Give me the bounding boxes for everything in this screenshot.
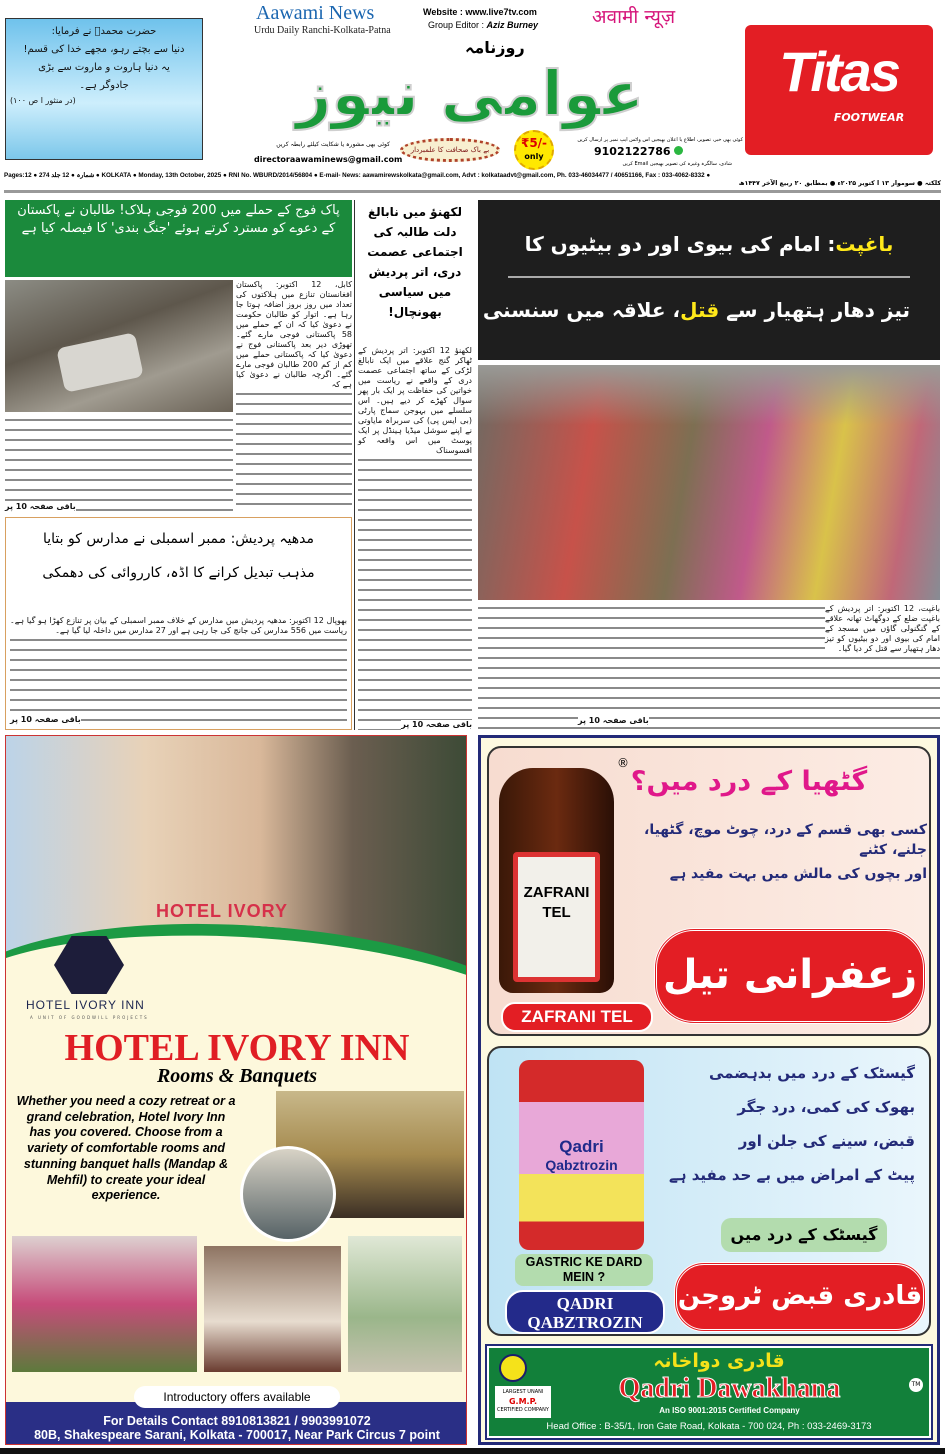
slogan-badge: بے باک صحافت کا علمبردار: [400, 138, 500, 162]
bottom-rule: [0, 1448, 945, 1454]
dawakhana-title-en: Qadri Dawakhana: [618, 1373, 841, 1404]
zafrani-body-1: کسی بھی قسم کے درد، چوٹ موچ، گٹھیا، جلنے، کٹنے: [644, 822, 927, 858]
divider: [4, 190, 941, 193]
zafrani-body-2: اور بچوں کی مالش میں بہت مفید ہے: [669, 866, 927, 882]
editor-name: Aziz Burney: [486, 20, 539, 30]
website: Website : www.live7tv.com: [423, 7, 537, 17]
price-badge: [514, 130, 554, 170]
quote-source: (در منثور ا ص ۱۰۰): [10, 96, 76, 105]
dawakhana-title-urdu: قادری دواخانہ: [653, 1350, 785, 1372]
hotel-logo-name: HOTEL IVORY INN: [26, 998, 145, 1012]
wrecked-car: [56, 332, 144, 393]
hotel-phone: For Details Contact 8910813821 / 9903991072: [103, 1414, 371, 1428]
lucknow-more: باقی صفحہ 10 پر: [401, 720, 472, 729]
hotel-address: 80B, Shakespeare Sarani, Kolkata - 700017, Near Park Circus 7 point: [34, 1428, 440, 1442]
pak-headline-line: پاک فوج کے حملے میں 200 فوجی ہلاک! طالبان نے پاکستان: [17, 203, 340, 218]
jar-label-1: Qadri: [559, 1137, 604, 1156]
pak-article-cont: [5, 416, 233, 512]
masthead-urdu-title: عوامی نیوز: [295, 57, 645, 130]
dawakhana-address: Head Office : B-35/1, Iron Gate Road, Kolkata - 700 024, Ph : 033-2469-3173: [546, 1421, 872, 1432]
price: ₹5/-: [520, 136, 548, 150]
roznama: روزنامہ: [465, 38, 525, 57]
gmp-badge: [495, 1386, 551, 1418]
mandap-photo: [12, 1236, 197, 1372]
mp-headline-line: مذہب تبدیل کرانے کا اڈہ، کارروائی کی دھمکی: [42, 565, 315, 581]
mp-headline: [6, 518, 351, 590]
gmp-1: LARGEST UNANI: [502, 1389, 544, 1395]
lucknow-article-text: لکھنؤ 12 اکتوبر: اتر پردیش کے ٹھاکر گنج علاقے میں ایک نابالغ لڑکی کے ساتھ اجتماعی عصمت دری کے واقعے نے ریاست میں خواتین کی حفاظت پر ایک بار پھر سوال کھڑے کر دیے ہیں۔ اس سلسلے میں بہوجن سماج پارٹی (بی ایس پی) کی سربراہ مایاوتی نے اپنے سوشل میڈیا ہینڈل پر ایک پوسٹ میں اس واقعہ کو افسوسناک: [358, 346, 472, 455]
zafrani-tel-ad: [487, 746, 931, 1036]
hotel-logo-sub: A UNIT OF GOODWILL PROJECTS: [30, 1015, 149, 1020]
pak-photo: [5, 280, 233, 412]
quote-line: یہ دنیا ہاروت و ماروت سے بڑی: [38, 62, 170, 73]
place-name: باغپت: [835, 232, 894, 256]
contact-note: کوئی بھی مشورہ یا شکایت کیلئے رابطہ کریں: [276, 141, 390, 148]
titas-logo: Titas: [779, 40, 899, 103]
headline-text: تیز دھار ہتھیار سے: [719, 298, 910, 322]
dateline: [4, 172, 941, 189]
english-subtitle: Urdu Daily Ranchi-Kolkata-Patna: [254, 25, 391, 36]
jar-label-2: Qabztrozin: [545, 1157, 618, 1173]
room-photo: [204, 1246, 341, 1372]
pak-headline: [5, 200, 352, 277]
iso-line: An ISO 9001:2015 Certified Company: [659, 1406, 800, 1415]
whatsapp-number: [594, 145, 683, 158]
pak-article-text: کابل، 12 اکتوبر: پاکستان افغانستان تنازع میں ہلاکتوں کی تعداد میں روز بروز اضافہ ہوتا جا رہا ہے۔ اتوار کو طالبان حکومت نے دعویٰ کیا کہ ان کے حملے میں 58 پاکستانی فوجی مارے گئے۔ تھوڑی دیر بعد پاکستانی فوج نے دعویٰ کیا کہ پاکستانی حملے میں کم از کم 200 طالبان فوجی مارے گئے۔ اگرچہ طالبان نے دعویٰ کیا ہے کہ: [236, 280, 352, 389]
headline-text: ، علاقہ میں سنسنی: [482, 298, 681, 322]
gastric-tag-en: GASTRIC KE DARD MEIN ?: [515, 1254, 653, 1286]
contact-email: directoraawaminews@gmail.com: [254, 155, 403, 164]
benefit-line: پیٹ کے امراض میں بے حد مفید ہے: [668, 1166, 915, 1184]
qabztrozin-jar: [519, 1060, 644, 1250]
qadri-benefits: [645, 1056, 915, 1192]
quote-box: [5, 18, 203, 160]
baghpat-article-text: باغپت، 12 اکتوبر: اتر پردیش کے باغپت ضلع کے دوگھاٹ تھانہ علاقے کے گنگنولی گاؤں میں مسجد کے امام کی بیوی اور دو بیٹیوں کو تیز دھار ہتھیار سے قتل کر دیا گیا۔: [825, 604, 941, 653]
benefit-line: بھوک کی کمی، درد جگر: [737, 1098, 915, 1116]
zafrani-question: گٹھیا کے درد میں؟: [630, 766, 868, 797]
pak-article: [236, 280, 352, 512]
qabztrozin-brand-en: [505, 1290, 665, 1334]
lucknow-article: [358, 346, 472, 730]
qadri-qabztrozin-ad: [487, 1046, 931, 1336]
gmp-3: CERTIFIED COMPANY: [497, 1407, 549, 1413]
dateline-right: کلکتہ ● سوموار ۱۳ ا کتوبر ۲۰۲۵ء ● بمطابق ۲۰ ربیع الآخر ۱۴۴۷ھ: [738, 180, 941, 187]
quote-line: حضرت محمدؐ نے فرمایا:: [51, 26, 157, 37]
baghpat-article: [478, 604, 940, 730]
zafrani-bottle: [499, 768, 614, 993]
whatsapp-icon: [674, 146, 683, 155]
baghpat-headline: [478, 200, 940, 360]
headline-highlight: قتل: [680, 298, 720, 322]
english-title: Aawami News: [256, 2, 375, 24]
baghpat-headline-line-2: [482, 276, 910, 342]
titas-sub: FOOTWEAR: [833, 111, 905, 124]
whatsapp-note: کوئی بھی خبر، تصویر، اطلاع یا اعلان بھیجیں اس واٹس ایپ نمبر پر ارسال کریں: [577, 137, 743, 143]
hotel-contact-band: [6, 1402, 467, 1445]
lobby-photo: [240, 1146, 336, 1242]
mp-headline-line: مدھیہ پردیش: ممبر اسمبلی نے مدارس کو بتایا: [42, 531, 315, 547]
lucknow-headline: لکھنؤ میں نابالغ دلت طالبہ کی اجتماعی عصمت دری، اتر پردیش میں سیاسی بھونچال!: [367, 205, 463, 319]
quote-line: دنیا سے بچتے رہو، مجھے خدا کی قسم!: [23, 44, 185, 55]
bottle-label-1: ZAFRANI: [523, 884, 590, 901]
benefit-line: قبض، سینے کی جلن اور: [738, 1132, 915, 1150]
quote-line: جادوگر ہے۔: [79, 80, 129, 91]
hotel-sign: HOTEL IVORY: [156, 901, 289, 921]
mp-more: باقی صفحہ 10 پر: [10, 715, 81, 724]
baghpat-headline-line-1: [478, 212, 940, 276]
qd-logo-icon: [499, 1354, 527, 1382]
group-editor: [428, 20, 538, 30]
editor-label: Group Editor :: [428, 20, 487, 30]
titas-ad: [745, 25, 933, 155]
hotel-subtitle: Rooms & Banquets: [156, 1065, 318, 1087]
qabztrozin-brand-urdu: قادری قبض ٹروجن: [674, 1262, 926, 1332]
trademark: TM: [909, 1378, 923, 1392]
gastric-tag-urdu: گیسٹک کے درد میں: [721, 1218, 887, 1252]
pak-more: باقی صفحہ 10 پر: [5, 502, 76, 511]
price-only: only: [524, 152, 544, 161]
ads-column: [478, 735, 940, 1445]
whatsapp-number-text: 9102122786: [594, 145, 671, 158]
column-rule: [354, 200, 355, 730]
baghpat-more: باقی صفحہ 10 پر: [578, 716, 649, 725]
headline-text: : امام کی بیوی اور دو بیٹیوں کا: [524, 232, 836, 256]
registered-mark: ®: [617, 756, 629, 770]
zafrani-brand-urdu: زعفرانی تیل: [654, 928, 926, 1024]
hotel-description: Whether you need a cozy retreat or a grand celebration, Hotel Ivory Inn has you covered. Choose from a variety of comfortable rooms and stunning banquet halls (Mandap & Mehfil) to create your ideal experience.: [16, 1094, 236, 1203]
benefit-line: گیسٹک کے درد میں بدہضمی: [708, 1064, 915, 1082]
pak-headline-line: کے دعوے کو مسترد کرتے ہوئے 'جنگ بندی' کا فیصلہ کیا ہے: [21, 221, 336, 236]
qadri-dawakhana-banner: [487, 1346, 931, 1438]
whatsapp-note-2: شادی، سالگرہ وغیرہ کی تصویر بھیجیں Email کریں: [622, 161, 732, 167]
bottle-label-2: TEL: [542, 904, 571, 921]
mehfil-photo: [348, 1236, 462, 1372]
bottle-label: [513, 852, 600, 982]
gmp-2: G.M.P.: [508, 1397, 538, 1406]
brand-en-1: QADRI: [556, 1294, 614, 1313]
hotel-title: HOTEL IVORY INN: [64, 1027, 410, 1069]
mp-article-text: بھوپال 12 اکتوبر: مدھیہ پردیش میں مدارس کے خلاف ممبر اسمبلی کے بیان پر تنازع کھڑا ہو گیا ہے۔ ریاست میں 556 مدارس کی جانچ کی جا رہی ہے اور 27 مدارس میں داخلہ لیا گیا ہے۔: [10, 616, 347, 635]
hindi-title: अवामी न्यूज़: [592, 6, 676, 28]
hotel-ivory-ad: [5, 735, 467, 1445]
zafrani-brand-en: ZAFRANI TEL: [501, 1002, 653, 1032]
dateline-left: Pages:12 ● 274 شمارہ ● 12 جلد ● KOLKATA ● Monday, 13th October, 2025 ● RNI No. WBURD/2014/56804 ● E-mail- News: aawamirewskolkata@gmail.com, Advt : kolkataadvt@gmail.com, Ph. 033-46034477 / 40651166, Fax : 033-4062-8332 ●: [4, 172, 711, 179]
offer-pill: Introductory offers available: [134, 1386, 340, 1408]
mp-story-box: [5, 517, 352, 730]
baghpat-photo: [478, 365, 940, 600]
mp-article: [10, 616, 347, 725]
brand-en-2: QABZTROZIN: [527, 1313, 643, 1332]
